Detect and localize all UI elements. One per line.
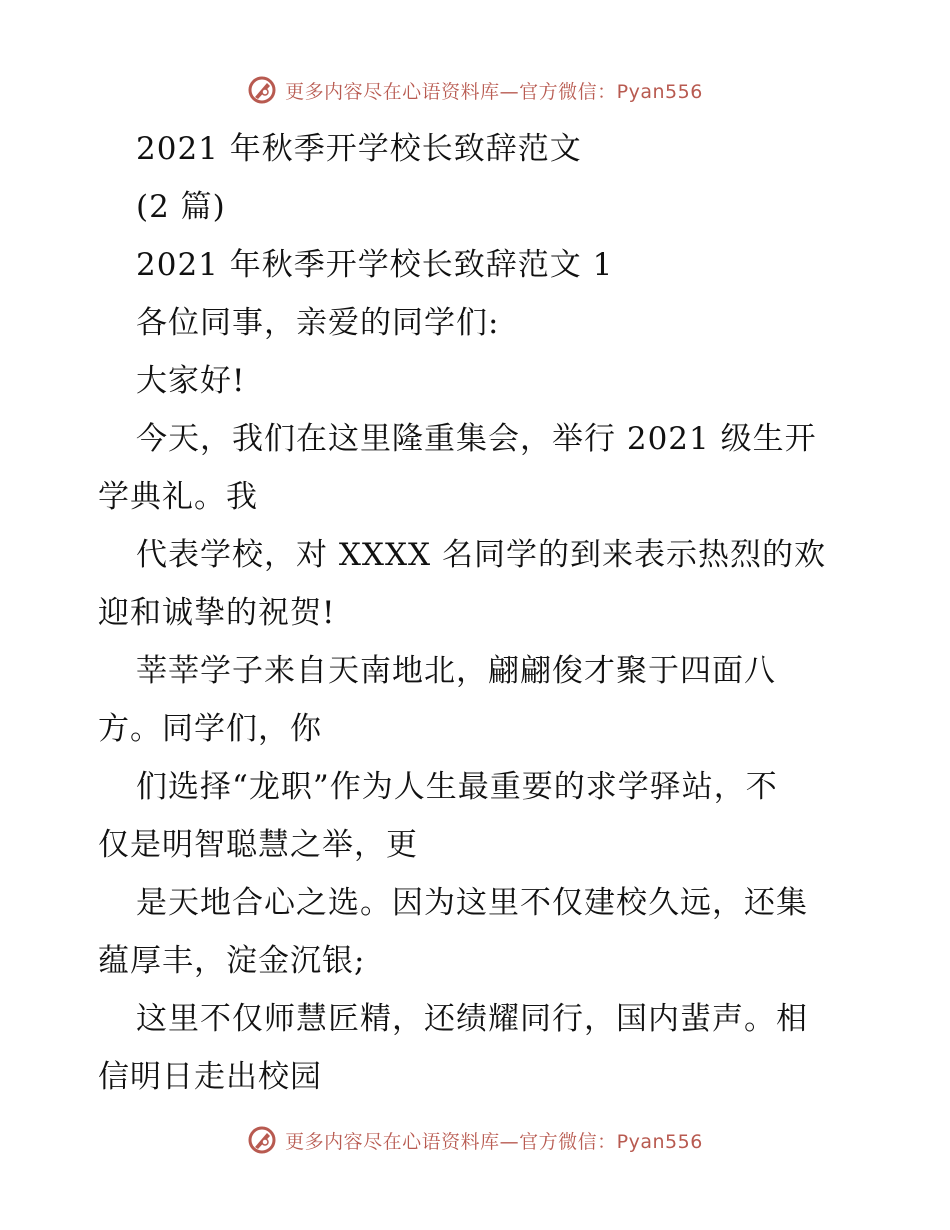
section-heading: 2021 年秋季开学校长致辞范文 1: [136, 247, 614, 283]
header-banner-text: 更多内容尽在心语资料库—官方微信：Pyan556: [285, 80, 703, 103]
paragraph-line: 信明日走出校园: [98, 1059, 322, 1095]
document-subtitle: (2 篇): [136, 189, 226, 225]
paragraph-line: 这里不仅师慧匠精，还绩耀同行，国内蜚声。相: [136, 1001, 808, 1037]
paragraph-line: 蕴厚丰，淀金沉银;: [98, 943, 366, 979]
document-title: 2021 年秋季开学校长致辞范文: [136, 131, 582, 167]
paragraph-line: 仅是明智聪慧之举，更: [98, 827, 418, 863]
greeting: 大家好!: [136, 363, 246, 399]
paragraph-line: 莘莘学子来自天南地北，翩翩俊才聚于四面八: [136, 653, 776, 689]
paragraph-line: 方。同学们，你: [98, 711, 322, 747]
footer-banner: [0, 1120, 950, 1160]
salutation: 各位同事，亲爱的同学们:: [136, 305, 500, 341]
paragraph-line: 是天地合心之选。因为这里不仅建校久远，还集: [136, 885, 808, 921]
paragraph-line: 们选择“龙职”作为人生最重要的求学驿站，不: [136, 769, 778, 805]
footer-banner-text: 更多内容尽在心语资料库—官方微信：Pyan556: [285, 1130, 703, 1153]
document-body: [98, 120, 858, 1106]
pen-circle-logo-icon: [247, 75, 277, 105]
paragraph-line: 学典礼。我: [98, 479, 258, 515]
pen-circle-logo-icon: [247, 1125, 277, 1155]
header-banner: [0, 70, 950, 110]
paragraph-line: 代表学校，对 XXXX 名同学的到来表示热烈的欢: [136, 537, 826, 573]
paragraph-line: 今天，我们在这里隆重集会，举行 2021 级生开: [136, 421, 817, 457]
paragraph-line: 迎和诚挚的祝贺!: [98, 595, 336, 631]
